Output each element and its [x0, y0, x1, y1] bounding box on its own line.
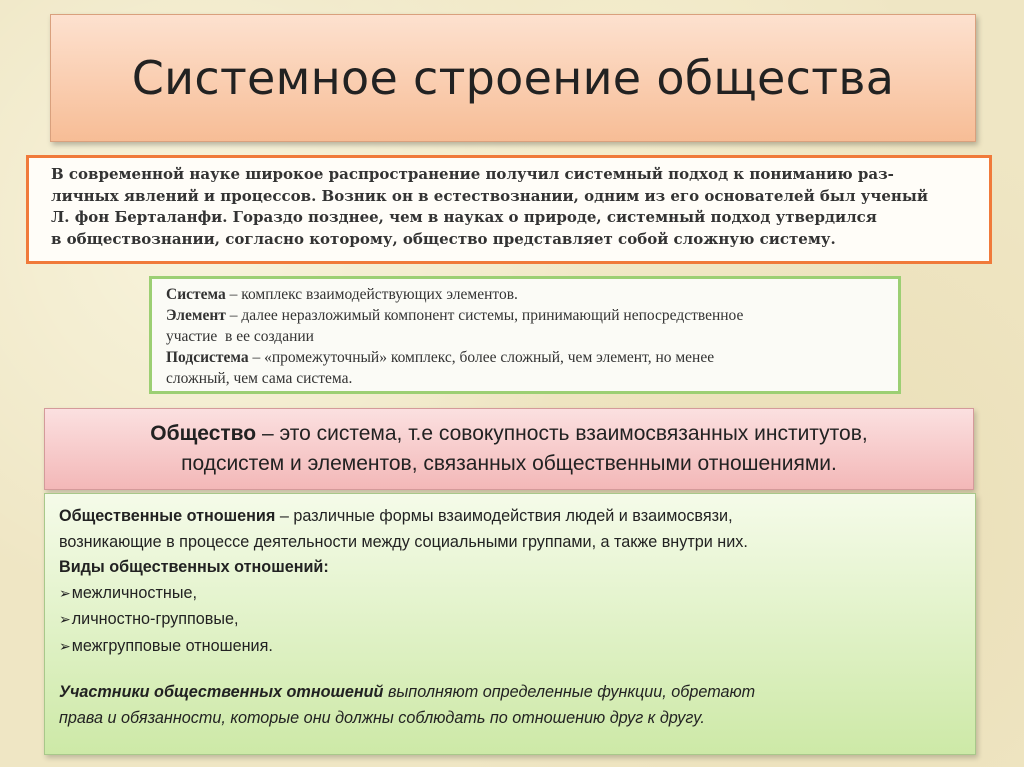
intro-line: В современной науке широкое распространение получил системный подход к пониманию раз- [51, 165, 894, 183]
definitions-box [149, 276, 901, 394]
intro-line: Л. фон Берталанфи. Гораздо позднее, чем в науках о природе, системный подход утвердился [51, 208, 877, 226]
term-system: Система [166, 286, 226, 303]
definition-system [166, 284, 888, 305]
society-line-2: подсистем и элементов, связанных общественными отношениями. [181, 452, 837, 475]
term-participants: Участники общественных отношений [59, 683, 384, 701]
definition-subsystem-text: – «промежуточный» комплекс, более сложный, чем элемент, но менее [248, 349, 715, 366]
definition-subsystem [166, 347, 888, 368]
participants-line-1 [59, 680, 961, 706]
participants-text-1: выполняют определенные функции, обретают [383, 683, 756, 701]
relations-text-1: – различные формы взаимодействия людей и взаимосвязи, [275, 507, 733, 525]
relations-box [44, 493, 976, 755]
intro-text-box [26, 155, 992, 264]
list-item: ➢личностно-групповые, [59, 610, 239, 628]
term-subsystem: Подсистема [166, 349, 249, 366]
relations-definition [59, 504, 961, 530]
society-text-1: – это система, т.е совокупность взаимосвязанных институтов, [256, 422, 868, 445]
definition-element [166, 305, 888, 326]
arrow-bullet-icon: ➢ [59, 585, 71, 602]
list-item: ➢межличностные, [59, 583, 197, 602]
definition-element-text: – далее неразложимый компонент системы, принимающий непосредственное [225, 307, 744, 324]
relations-types-heading: Виды общественных отношений: [59, 558, 329, 576]
intro-line: в обществознании, согласно которому, общество представляет собой сложную систему. [51, 229, 836, 248]
society-line-1 [150, 419, 867, 449]
term-element: Элемент [166, 307, 226, 324]
definition-subsystem-cont: сложный, чем сама система. [166, 370, 353, 387]
society-definition-box [44, 408, 974, 490]
arrow-bullet-icon: ➢ [59, 638, 71, 655]
term-relations: Общественные отношения [59, 507, 276, 525]
arrow-bullet-icon: ➢ [59, 612, 71, 628]
intro-line: личных явлений и процессов. Возник он в естествознании, одним из его основателей был ученый [51, 186, 929, 205]
relations-definition-cont: возникающие в процессе деятельности между социальными группами, а также внутри них. [59, 532, 748, 551]
term-society: Общество [150, 422, 257, 445]
page-title: Системное строение общества [131, 51, 895, 105]
definition-element-cont: участие в ее создании [166, 328, 314, 345]
title-banner [50, 14, 976, 142]
definition-system-text: – комплекс взаимодействующих элементов. [225, 286, 518, 303]
list-item: ➢межгрупповые отношения. [59, 636, 273, 655]
participants-line-2: права и обязанности, которые они должны соблюдать по отношению друг к другу. [59, 708, 705, 727]
